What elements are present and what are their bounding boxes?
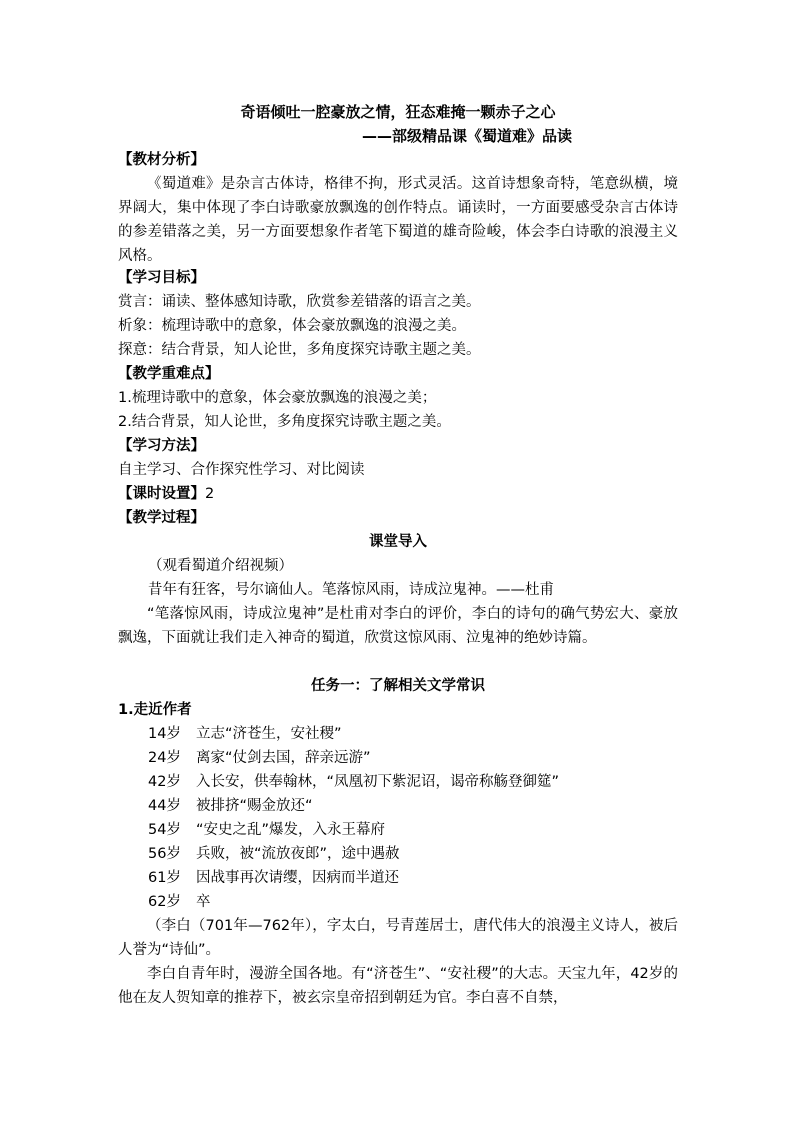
goal-item: 赏言：诵读、整体感知诗歌，欣赏参差错落的语言之美。 (118, 294, 481, 310)
document-title: 奇语倾吐一腔豪放之情，狂态难掩一颗赤子之心 (240, 103, 556, 121)
section-heading-method: 【学习方法】 (118, 438, 205, 454)
analysis-paragraph: 《蜀道难》是杂言古体诗，格律不拘，形式灵活。这首诗想象奇特，笔意纵横，境界阔大，集中体现了李白诗歌豪放飘逸的创作特点。诵读时，一方面要感受杂言古体诗的参差错落之美，另一方面要想象作者笔下蜀道的雄奇险峻，体会李白诗歌的浪漫主义风格。 (118, 176, 678, 264)
key-point-item: 1.梳理诗歌中的意象，体会豪放飘逸的浪漫之美； (118, 390, 437, 406)
key-point-item: 2.结合背景，知人论世，多角度探究诗歌主题之美。 (118, 414, 451, 430)
timeline-age: 56岁 (148, 846, 181, 862)
timeline-event: 因战事再次请缨，因病而半道还 (196, 870, 399, 886)
section-heading-analysis: 【教材分析】 (118, 152, 205, 168)
timeline-event: 入长安，供奉翰林，“凤凰初下紫泥诏，谒帝称觞登御筵” (196, 774, 560, 790)
goal-item: 探意：结合背景，知人论世，多角度探究诗歌主题之美。 (118, 342, 481, 358)
timeline-row (148, 868, 399, 888)
task1-heading: 任务一：了解相关文学常识 (311, 678, 485, 694)
timeline-row (148, 892, 211, 912)
timeline-row (148, 772, 559, 792)
section-heading-hours: 【课时设置】 (118, 486, 205, 502)
intro-heading: 课堂导入 (369, 534, 427, 550)
hours-row (118, 484, 214, 504)
document-subtitle: ——部级精品课《蜀道难》品读 (362, 127, 573, 145)
hours-value: 2 (205, 486, 215, 502)
intro-video-note: （观看蜀道介绍视频） (148, 558, 293, 574)
intro-paragraph: “笔落惊风雨，诗成泣鬼神”是杜甫对李白的评价，李白的诗句的确气势宏大、豪放飘逸，下面就让我们走入神奇的蜀道，欣赏这惊风雨、泣鬼神的绝妙诗篇。 (118, 606, 678, 646)
timeline-age: 62岁 (148, 894, 181, 910)
timeline-event: 被排挤“赐金放还“ (196, 798, 313, 814)
method-text: 自主学习、合作探究性学习、对比阅读 (118, 462, 365, 478)
section-heading-process: 【教学过程】 (118, 510, 205, 526)
task1-subheading: 1.走近作者 (118, 702, 192, 718)
section-heading-key-points: 【教学重难点】 (118, 366, 220, 382)
timeline-age: 61岁 (148, 870, 181, 886)
timeline-event: 离家“仗剑去国，辞亲远游” (196, 750, 371, 766)
timeline-age: 42岁 (148, 774, 181, 790)
timeline-row (148, 820, 385, 840)
bio-paragraph: （李白（701年—762年），字太白，号青莲居士，唐代伟大的浪漫主义诗人，被后人誉为“诗仙”。 (118, 918, 678, 958)
timeline-age: 44岁 (148, 798, 181, 814)
timeline-row (148, 724, 342, 744)
goal-item: 析象：梳理诗歌中的意象，体会豪放飘逸的浪漫之美。 (118, 318, 466, 334)
timeline-age: 14岁 (148, 726, 181, 742)
intro-quote: 昔年有狂客，号尔谪仙人。笔落惊风雨，诗成泣鬼神。——杜甫 (148, 582, 554, 598)
timeline-event: “安史之乱”爆发，入永王幕府 (196, 822, 386, 838)
section-heading-goals: 【学习目标】 (118, 270, 205, 286)
timeline-row (148, 748, 371, 768)
timeline-event: 兵败，被“流放夜郎”，途中遇赦 (196, 846, 400, 862)
timeline-row (148, 844, 400, 864)
timeline-age: 24岁 (148, 750, 181, 766)
timeline-age: 54岁 (148, 822, 181, 838)
timeline-row (148, 796, 313, 816)
timeline-event: 卒 (196, 894, 211, 910)
timeline-event: 立志“济苍生，安社稷” (196, 726, 342, 742)
bio-paragraph-2: 李白自青年时，漫游全国各地。有“济苍生”、“安社稷”的大志。天宝九年，42岁的他在友人贺知章的推荐下，被玄宗皇帝招到朝廷为官。李白喜不自禁， (118, 966, 678, 1006)
